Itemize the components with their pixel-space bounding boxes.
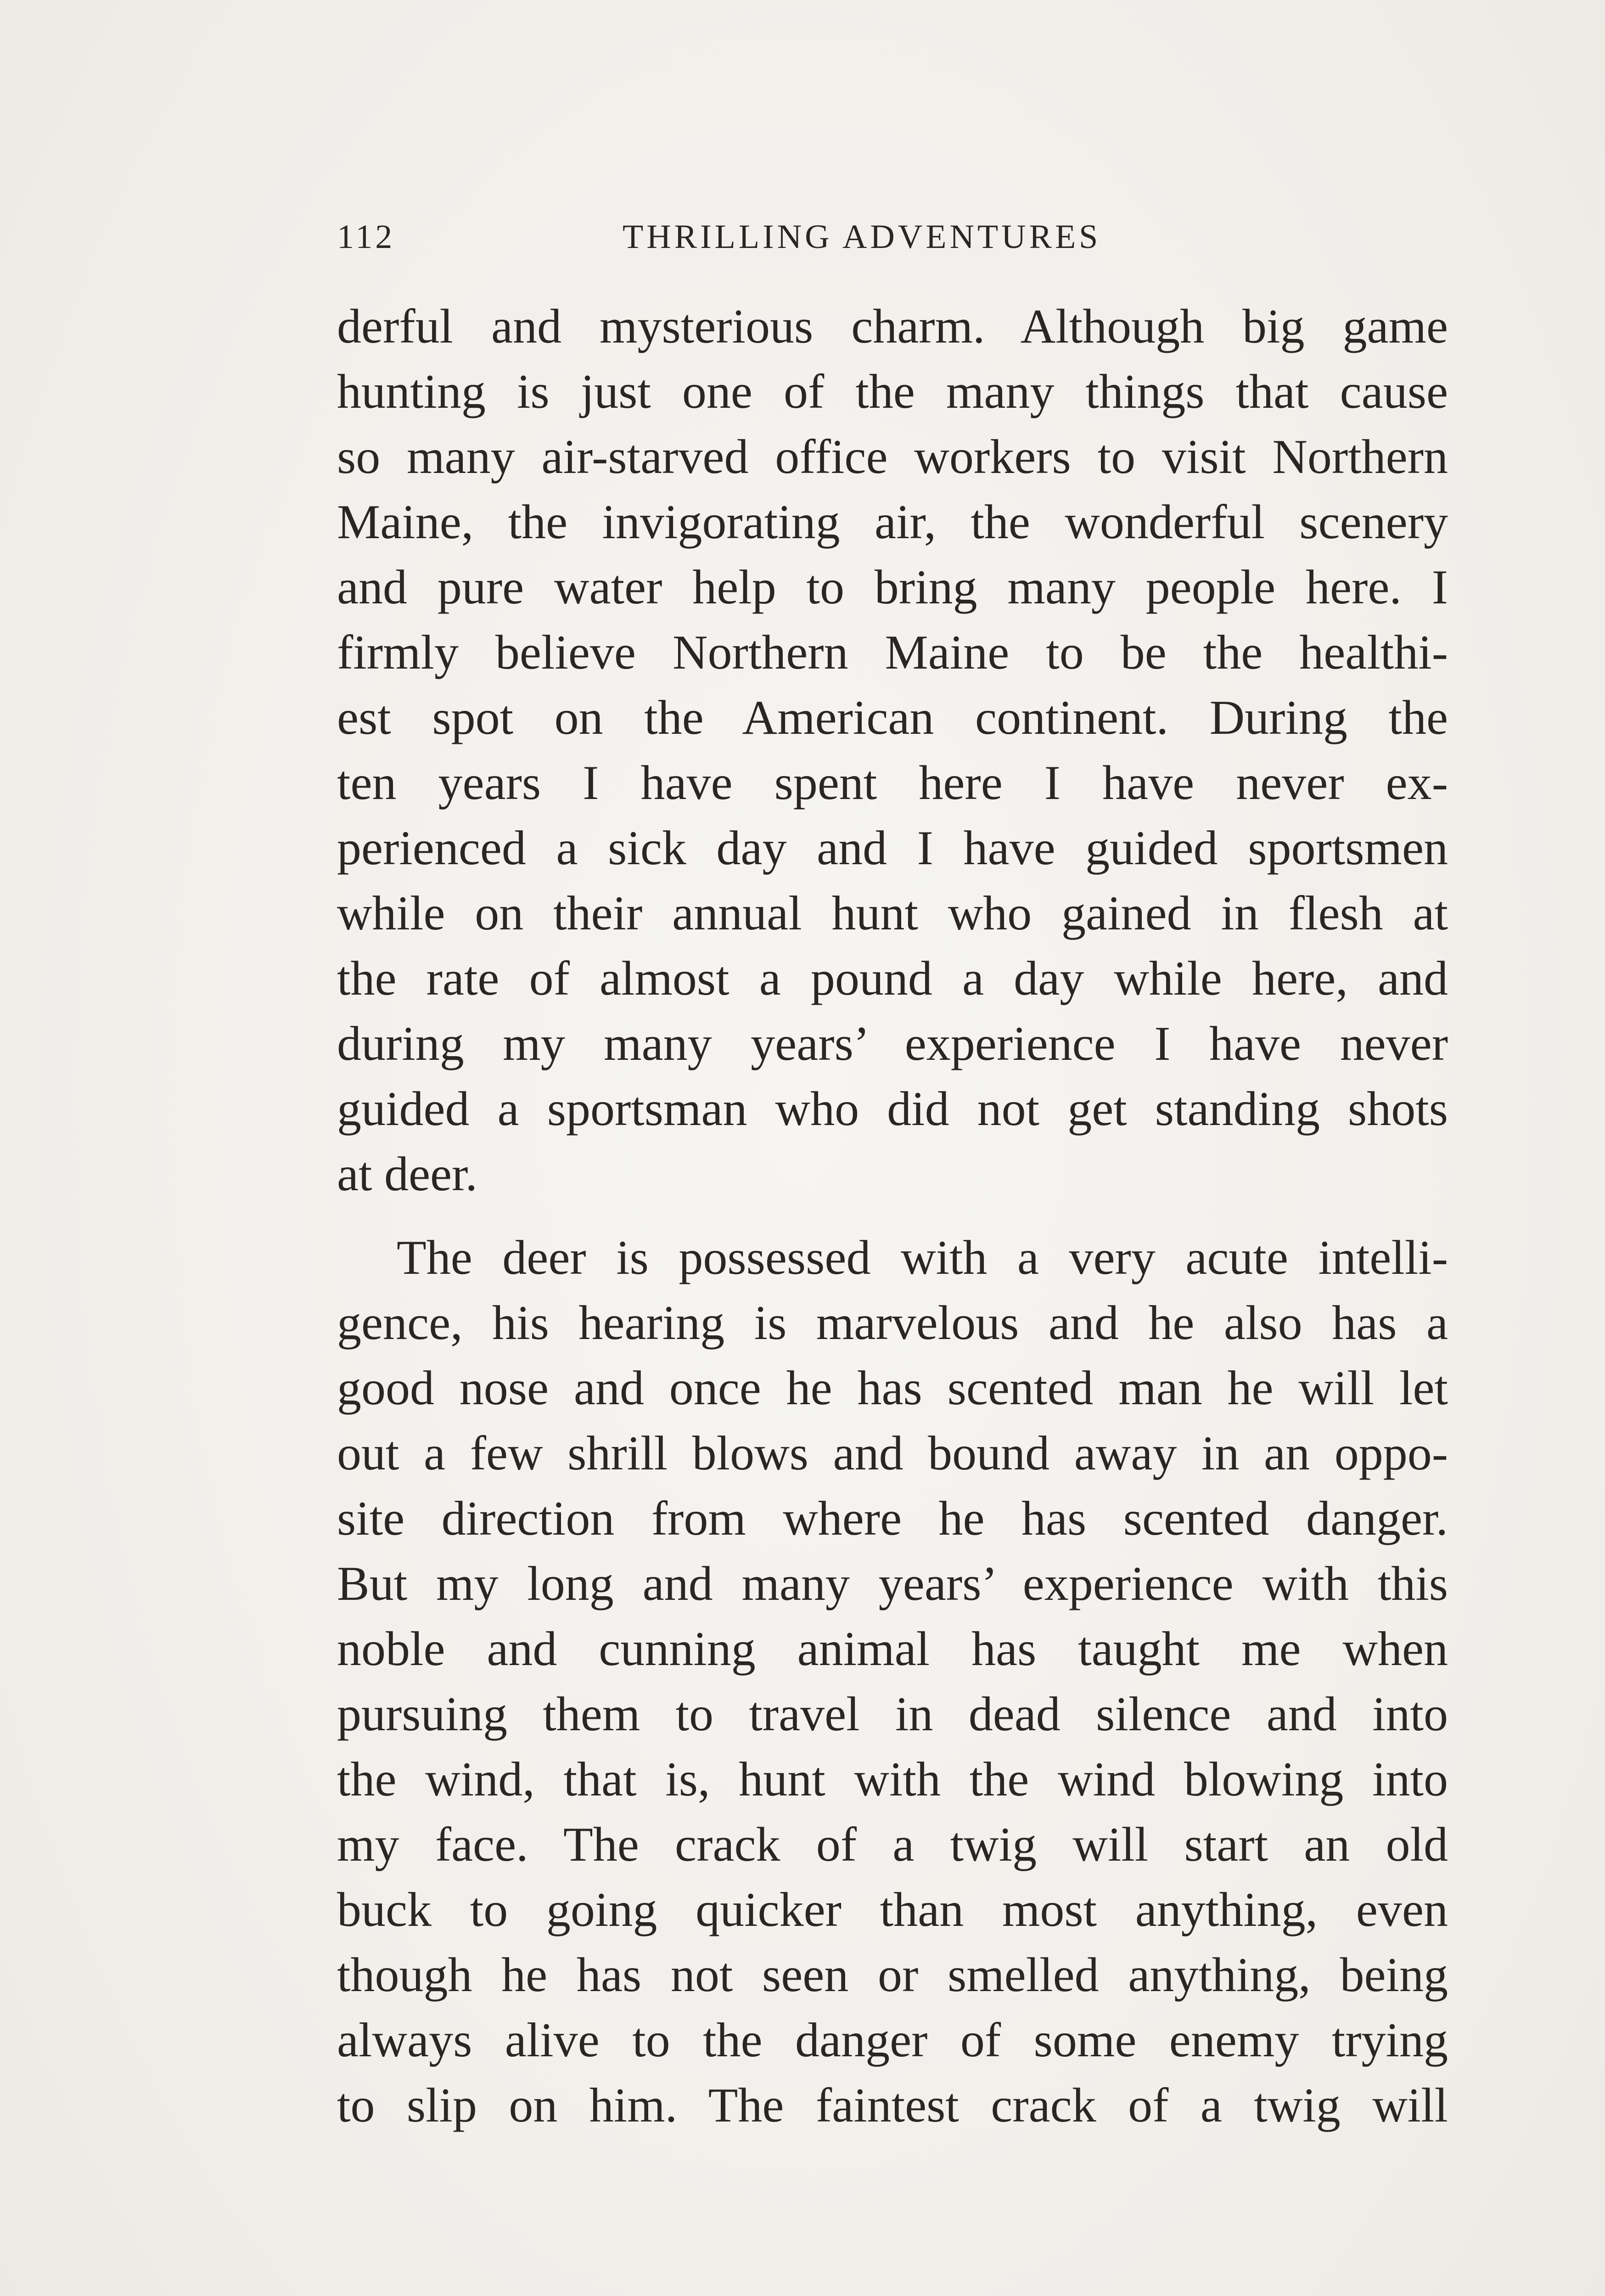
text-line: though he has not seen or smelled anything, being — [337, 1948, 1448, 2002]
text-line: derful and mysterious charm. Although big game — [337, 299, 1448, 353]
text-line: during my many years’ experience I have never — [337, 1017, 1448, 1070]
text-line: gence, his hearing is marvelous and he also has a — [337, 1296, 1448, 1350]
text-line: The deer is possessed with a very acute intelli- — [397, 1231, 1448, 1284]
text-line: firmly believe Northern Maine to be the healthi- — [337, 625, 1448, 679]
text-line: est spot on the American continent. During the — [337, 691, 1448, 744]
text-line: buck to going quicker than most anything, even — [337, 1883, 1448, 1936]
text-line: always alive to the danger of some enemy trying — [337, 2013, 1448, 2067]
text-line: Maine, the invigorating air, the wonderful scenery — [337, 495, 1448, 549]
text-line: while on their annual hunt who gained in flesh at — [337, 886, 1448, 940]
page-number: 112 — [337, 218, 395, 256]
text-line: at deer. — [337, 1147, 478, 1201]
text-line: noble and cunning animal has taught me when — [337, 1622, 1448, 1676]
text-line: But my long and many years’ experience with this — [337, 1557, 1448, 1610]
running-title: THRILLING ADVENTURES — [623, 218, 1101, 256]
running-head — [337, 215, 1163, 259]
text-line: out a few shrill blows and bound away in an oppo- — [337, 1426, 1448, 1480]
text-line: and pure water help to bring many people here. I — [337, 560, 1448, 614]
text-line: the wind, that is, hunt with the wind blowing into — [337, 1752, 1448, 1806]
text-line: guided a sportsman who did not get standing shots — [337, 1082, 1448, 1136]
text-line: so many air-starved office workers to visit Northern — [337, 430, 1448, 484]
text-line: to slip on him. The faintest crack of a twig will — [337, 2078, 1448, 2132]
text-line: site direction from where he has scented danger. — [337, 1491, 1448, 1545]
text-line: my face. The crack of a twig will start an old — [337, 1818, 1448, 1871]
text-line: perienced a sick day and I have guided sportsmen — [337, 821, 1448, 875]
text-line: the rate of almost a pound a day while here, and — [337, 951, 1448, 1005]
text-line: good nose and once he has scented man he will let — [337, 1361, 1448, 1415]
paragraph-gap — [337, 1207, 1448, 1225]
text-line: ten years I have spent here I have never ex- — [337, 756, 1448, 810]
text-line: pursuing them to travel in dead silence and into — [337, 1687, 1448, 1741]
text-line: hunting is just one of the many things that cause — [337, 365, 1448, 418]
paragraph-2 — [337, 1225, 1448, 2138]
paragraph-1 — [337, 294, 1448, 1207]
body-text — [337, 294, 1448, 2138]
